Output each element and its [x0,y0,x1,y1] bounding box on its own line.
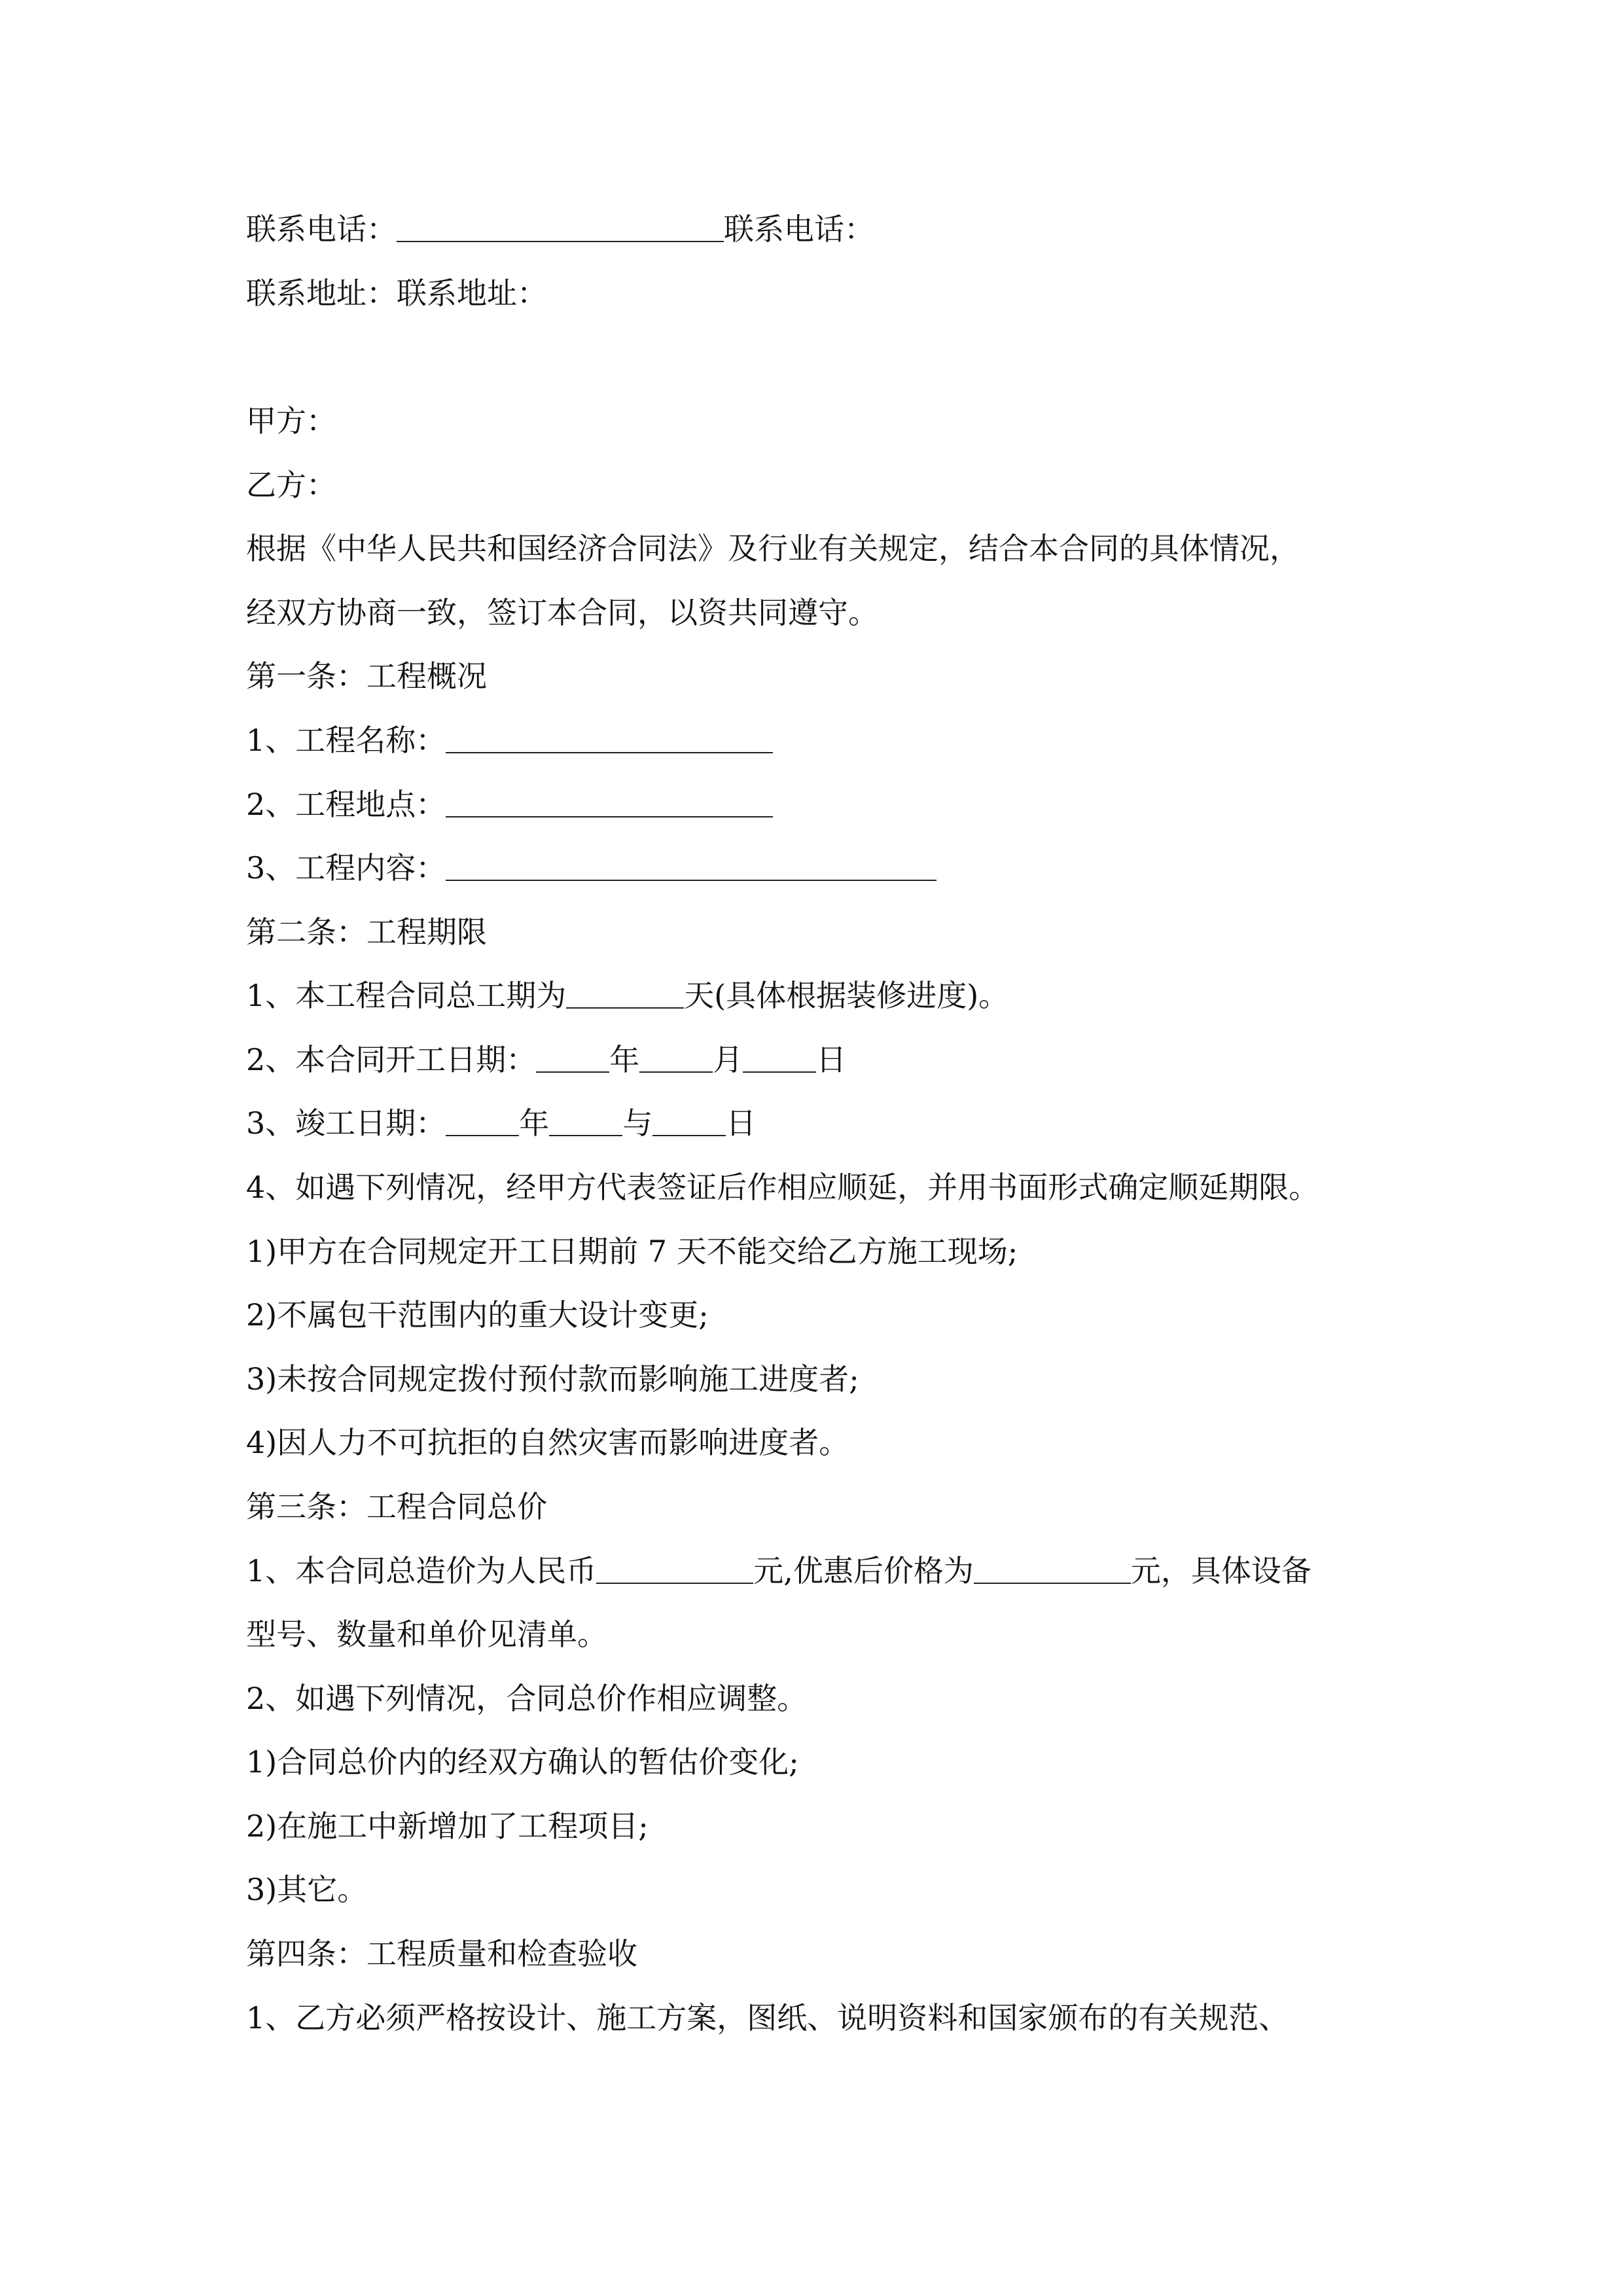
article3-title: 第三条：工程合同总价 [246,1489,547,1524]
article3-sub3: 3)其它。 [246,1872,368,1907]
party-a-line: 甲方： [246,403,336,439]
article3-item1-cont: 型号、数量和单价见清单。 [246,1617,607,1652]
phone-blank[interactable] [397,208,724,242]
address-label-a: 联系地址： [246,276,397,311]
start-month-label: 月 [713,1042,743,1077]
article2-sub4: 4)因人力不可抗拒的自然灾害而影响进度者。 [246,1425,849,1460]
start-date-prefix: 2、本合同开工日期： [246,1042,537,1077]
project-location-blank[interactable] [446,783,773,817]
discount-price-blank[interactable] [974,1550,1131,1584]
article3-item1 [246,1541,1311,1600]
article1-title: 第一条：工程概况 [246,658,487,694]
article2-item2 [246,1030,846,1089]
article3-item2: 2、如遇下列情况，合同总价作相应调整。 [246,1681,808,1716]
end-day-blank[interactable] [652,1102,726,1136]
start-day-label: 日 [816,1042,847,1077]
article2-sub1: 1)甲方在合同规定开工日期前 7 天不能交给乙方施工现场; [246,1234,1018,1269]
end-with-label: 与 [622,1105,653,1141]
price-prefix: 1、本合同总造价为人民币 [246,1553,597,1588]
project-name-blank[interactable] [446,719,773,753]
price-mid: 元,优惠后价格为 [753,1553,974,1588]
end-year-label: 年 [519,1105,550,1141]
article2-item1 [246,966,1008,1025]
article4-title: 第四条：工程质量和检查验收 [246,1936,637,1971]
end-date-prefix: 3、竣工日期： [246,1105,446,1141]
address-label-b: 联系地址： [397,276,547,311]
article4-item1: 1、乙方必须严格按设计、施工方案，图纸、说明资料和国家颁布的有关规范、 [246,2000,1289,2036]
end-year-blank[interactable] [446,1102,519,1136]
article2-title: 第二条：工程期限 [246,914,487,950]
start-day-blank[interactable] [743,1039,816,1073]
article2-sub3: 3)未按合同规定拨付预付款而影响施工进度者; [246,1361,859,1397]
start-month-blank[interactable] [639,1039,713,1073]
price-suffix: 元，具体设备 [1130,1553,1311,1588]
article3-sub1: 1)合同总价内的经双方确认的暂估价变化; [246,1744,799,1780]
phone-label-a: 联系电话： [246,211,397,247]
start-year-blank[interactable] [536,1039,609,1073]
article1-item2 [246,775,773,834]
start-year-label: 年 [609,1042,640,1077]
end-month-blank[interactable] [549,1102,622,1136]
project-name-label: 1、工程名称： [246,723,446,758]
project-location-label: 2、工程地点： [246,787,446,822]
article2-item4: 4、如遇下列情况，经甲方代表签证后作相应顺延，并用书面形式确定顺延期限。 [246,1170,1319,1205]
preamble-line-1: 根据《中华人民共和国经济合同法》及行业有关规定，结合本合同的具体情况， [246,531,1300,566]
preamble-line-2: 经双方协商一致，签订本合同，以资共同遵守。 [246,595,878,630]
end-day-label: 日 [726,1105,757,1141]
article2-item3 [246,1094,756,1153]
duration-blank[interactable] [566,975,684,1009]
duration-prefix: 1、本工程合同总工期为 [246,978,567,1013]
party-b-line: 乙方： [246,467,336,503]
project-content-blank[interactable] [446,847,936,881]
article1-item3 [246,838,936,897]
total-price-blank[interactable] [596,1550,753,1584]
project-content-label: 3、工程内容： [246,850,446,886]
duration-suffix: 天(具体根据装修进度)。 [684,978,1009,1013]
article3-sub2: 2)在施工中新增加了工程项目; [246,1808,649,1844]
phone-line [246,200,874,259]
phone-label-b: 联系电话： [724,211,874,247]
address-line [246,264,547,323]
article2-sub2: 2)不属包干范围内的重大设计变更; [246,1297,709,1333]
article1-item1 [246,711,773,770]
